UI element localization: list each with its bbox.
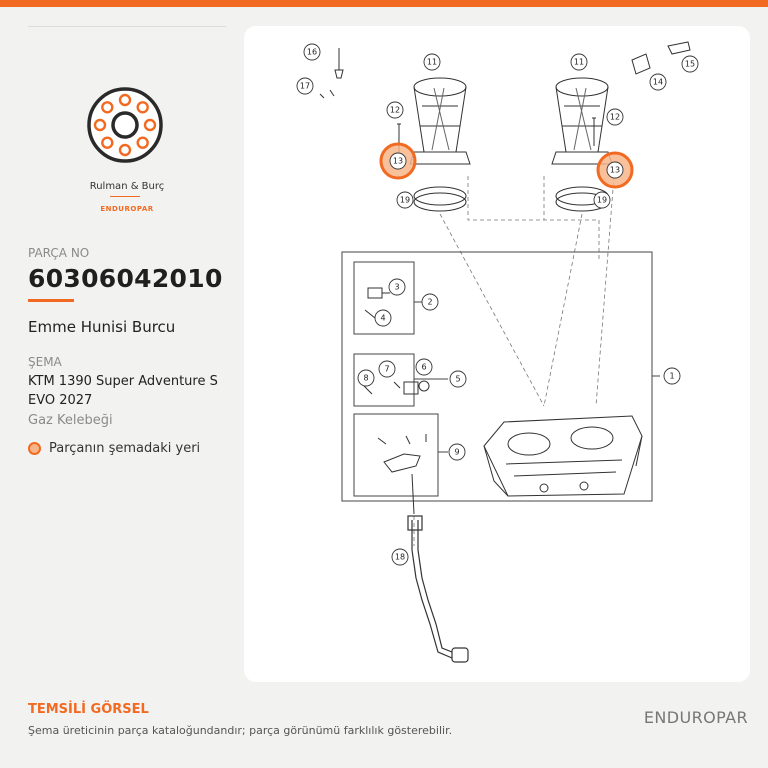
callout-13-left: 13 [392,156,404,166]
top-accent-bar [0,0,768,7]
diagram-card [244,26,750,682]
highlight-legend [28,441,200,456]
footer-title: TEMSİLİ GÖRSEL [28,702,149,717]
schema-label: ŞEMA [28,355,62,369]
callout-11-right: 11 [573,57,585,67]
callout-11-left: 11 [426,57,438,67]
callout-19-right: 19 [596,195,608,205]
footer-description: Şema üreticinin parça kataloğundandır; parça görünümü farklılık gösterebilir. [28,724,453,737]
callout-4: 4 [380,313,386,323]
callout-6: 6 [421,362,427,372]
part-number: 60306042010 [28,264,223,293]
callout-16: 16 [306,47,318,57]
bearing-logo-icon [86,86,164,164]
callout-1: 1 [669,371,675,381]
callout-12-left: 12 [389,105,401,115]
callout-2: 2 [427,297,433,307]
parts-diagram [244,26,750,682]
callout-12-right: 12 [609,112,621,122]
callout-15: 15 [684,59,696,69]
part-number-underline [28,299,74,302]
callout-14: 14 [652,77,664,87]
schema-model-line1: KTM 1390 Super Adventure S [28,374,218,389]
callout-18: 18 [394,552,406,562]
legend-text: Parçanın şemadaki yeri [49,441,201,456]
schema-model-line2: EVO 2027 [28,393,93,408]
brand-name: Rulman & Burç [89,181,165,192]
part-name: Emme Hunisi Burcu [28,318,176,336]
callout-17: 17 [299,81,311,91]
sidebar-divider [28,26,226,27]
callout-19-left: 19 [399,195,411,205]
callout-3: 3 [394,282,400,292]
brand-underline [110,196,140,197]
callout-5: 5 [455,374,461,384]
highlight-dot-icon [28,442,41,455]
callout-9: 9 [454,447,460,457]
part-number-label: PARÇA NO [28,246,90,260]
callout-7: 7 [384,364,390,374]
callout-8: 8 [363,373,369,383]
schema-category: Gaz Kelebeği [28,413,113,428]
brand-subtitle: ENDUROPAR [100,205,154,213]
footer-brand: ENDUROPAR [643,708,748,727]
callout-13-right: 13 [609,165,621,175]
